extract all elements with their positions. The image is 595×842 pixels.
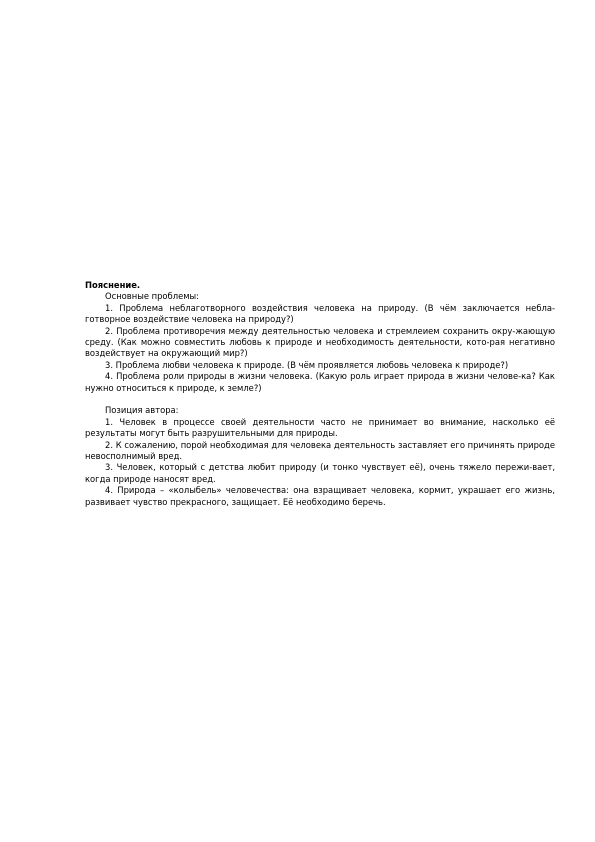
author-position-item: 2. К сожалению, порой необходимая для человека деятельность заставляет его причинять природе невосполнимый вред.	[85, 439, 555, 462]
author-position-item: 1. Человек в процессе своей деятельности часто не принимает во внимание, насколько её результаты могут быть разрушительными для природы.	[85, 416, 555, 439]
author-position-item: 4. Природа – «колыбель» человечества: она взращивает человека, кормит, украшает его жизнь, развивает чувство прекрасного, защищает. Её необходимо беречь.	[85, 485, 555, 507]
problem-item: 3. Проблема любви человека к природе. (В чём проявляется любовь человека к природе?)	[105, 359, 509, 370]
author-position-item: 3. Человек, который с детства любит природу (и тонко чувствует её), очень тяжело пережи-вает, когда природе наносят вред.	[85, 462, 555, 484]
author-position-heading: Позиция автора:	[105, 405, 179, 416]
problem-item: 1. Проблема неблаготворного воздействия человека на природу. (В чём заключается небла-готворное воздействие человека на природу?)	[85, 302, 555, 325]
explanation-text	[85, 280, 555, 508]
problems-heading: Основные проблемы:	[105, 291, 199, 302]
problem-item: 4. Проблема роли природы в жизни человека. (Какую роль играет природа в жизни челове-ка? Как нужно относиться к природе, к земле?)	[85, 371, 555, 393]
document-title: Пояснение.	[85, 280, 141, 290]
paragraph-spacer	[85, 394, 555, 405]
problem-item: 2. Проблема противоречия между деятельностью человека и стремлеием сохранить окру-жающую среду. (Как можно совместить любовь к природе и необходимость деятельности, кото-рая негативно воздействует на окружающий мир?)	[85, 325, 555, 359]
